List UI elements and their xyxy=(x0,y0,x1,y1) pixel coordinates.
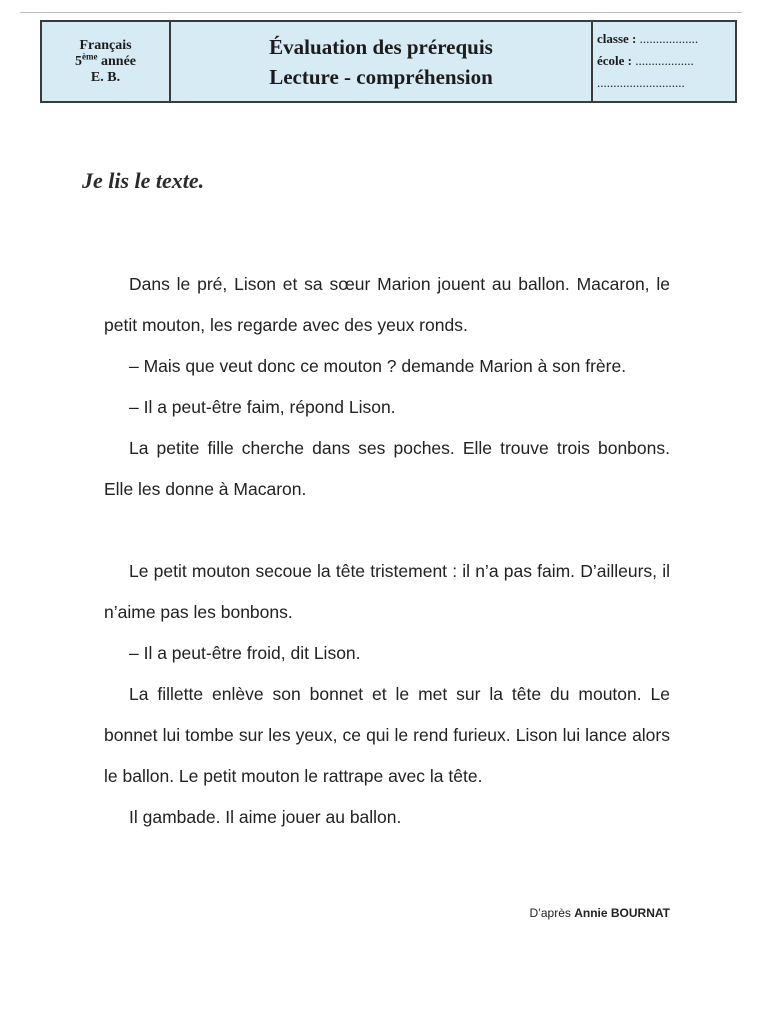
source-author: Annie BOURNAT xyxy=(574,906,670,920)
grade-label xyxy=(75,50,136,70)
grade-number: 5 xyxy=(75,53,82,69)
extra-line xyxy=(597,72,731,94)
class-dots: .................. xyxy=(639,31,699,46)
subject-label: Français xyxy=(79,37,132,53)
header-level-cell xyxy=(42,22,171,101)
page-subtitle: Lecture - compréhension xyxy=(269,64,493,89)
class-label: classe : xyxy=(597,31,637,46)
source-attribution xyxy=(530,906,670,920)
text-paragraph: – Mais que veut donc ce mouton ? demande Marion à son frère. xyxy=(129,356,627,376)
text-paragraph: Le petit mouton secoue la tête tristement : il n’a pas faim. D’ailleurs, il n’aime pas les bonbons. xyxy=(104,561,670,622)
extra-dots: ........................... xyxy=(597,75,685,90)
grade-superscript: ème xyxy=(82,50,98,61)
grade-word: année xyxy=(101,53,136,69)
instruction-heading: Je lis le texte. xyxy=(82,168,205,193)
school-dots: .................. xyxy=(635,53,694,68)
source-prefix: D’après xyxy=(529,906,571,920)
school-label: école : xyxy=(597,53,633,68)
text-paragraph: La fillette enlève son bonnet et le met sur la tête du mouton. Le bonnet lui tombe sur les yeux, ce qui le rend furieux. Lison lui lance alors le ballon. Le petit mouton le rattrape avec la tête. xyxy=(104,684,670,786)
level-label: E. B. xyxy=(90,69,121,85)
top-rule xyxy=(20,12,742,13)
school-field xyxy=(597,50,731,72)
header-title-cell xyxy=(171,22,593,101)
text-paragraph: – Il a peut-être faim, répond Lison. xyxy=(129,397,396,417)
class-field xyxy=(597,28,731,50)
text-paragraph: Dans le pré, Lison et sa sœur Marion jouent au ballon. Macaron, le petit mouton, les regarde avec des yeux ronds. xyxy=(104,274,670,335)
reading-text xyxy=(104,264,670,838)
header-info-cell xyxy=(593,22,735,101)
text-paragraph: Il gambade. Il aime jouer au ballon. xyxy=(129,807,402,827)
header-box xyxy=(40,20,737,103)
page-title: Évaluation des prérequis xyxy=(269,34,493,59)
text-paragraph: La petite fille cherche dans ses poches. Elle trouve trois bonbons. Elle les donne à Macaron. xyxy=(104,438,670,499)
text-paragraph: – Il a peut-être froid, dit Lison. xyxy=(129,643,361,663)
